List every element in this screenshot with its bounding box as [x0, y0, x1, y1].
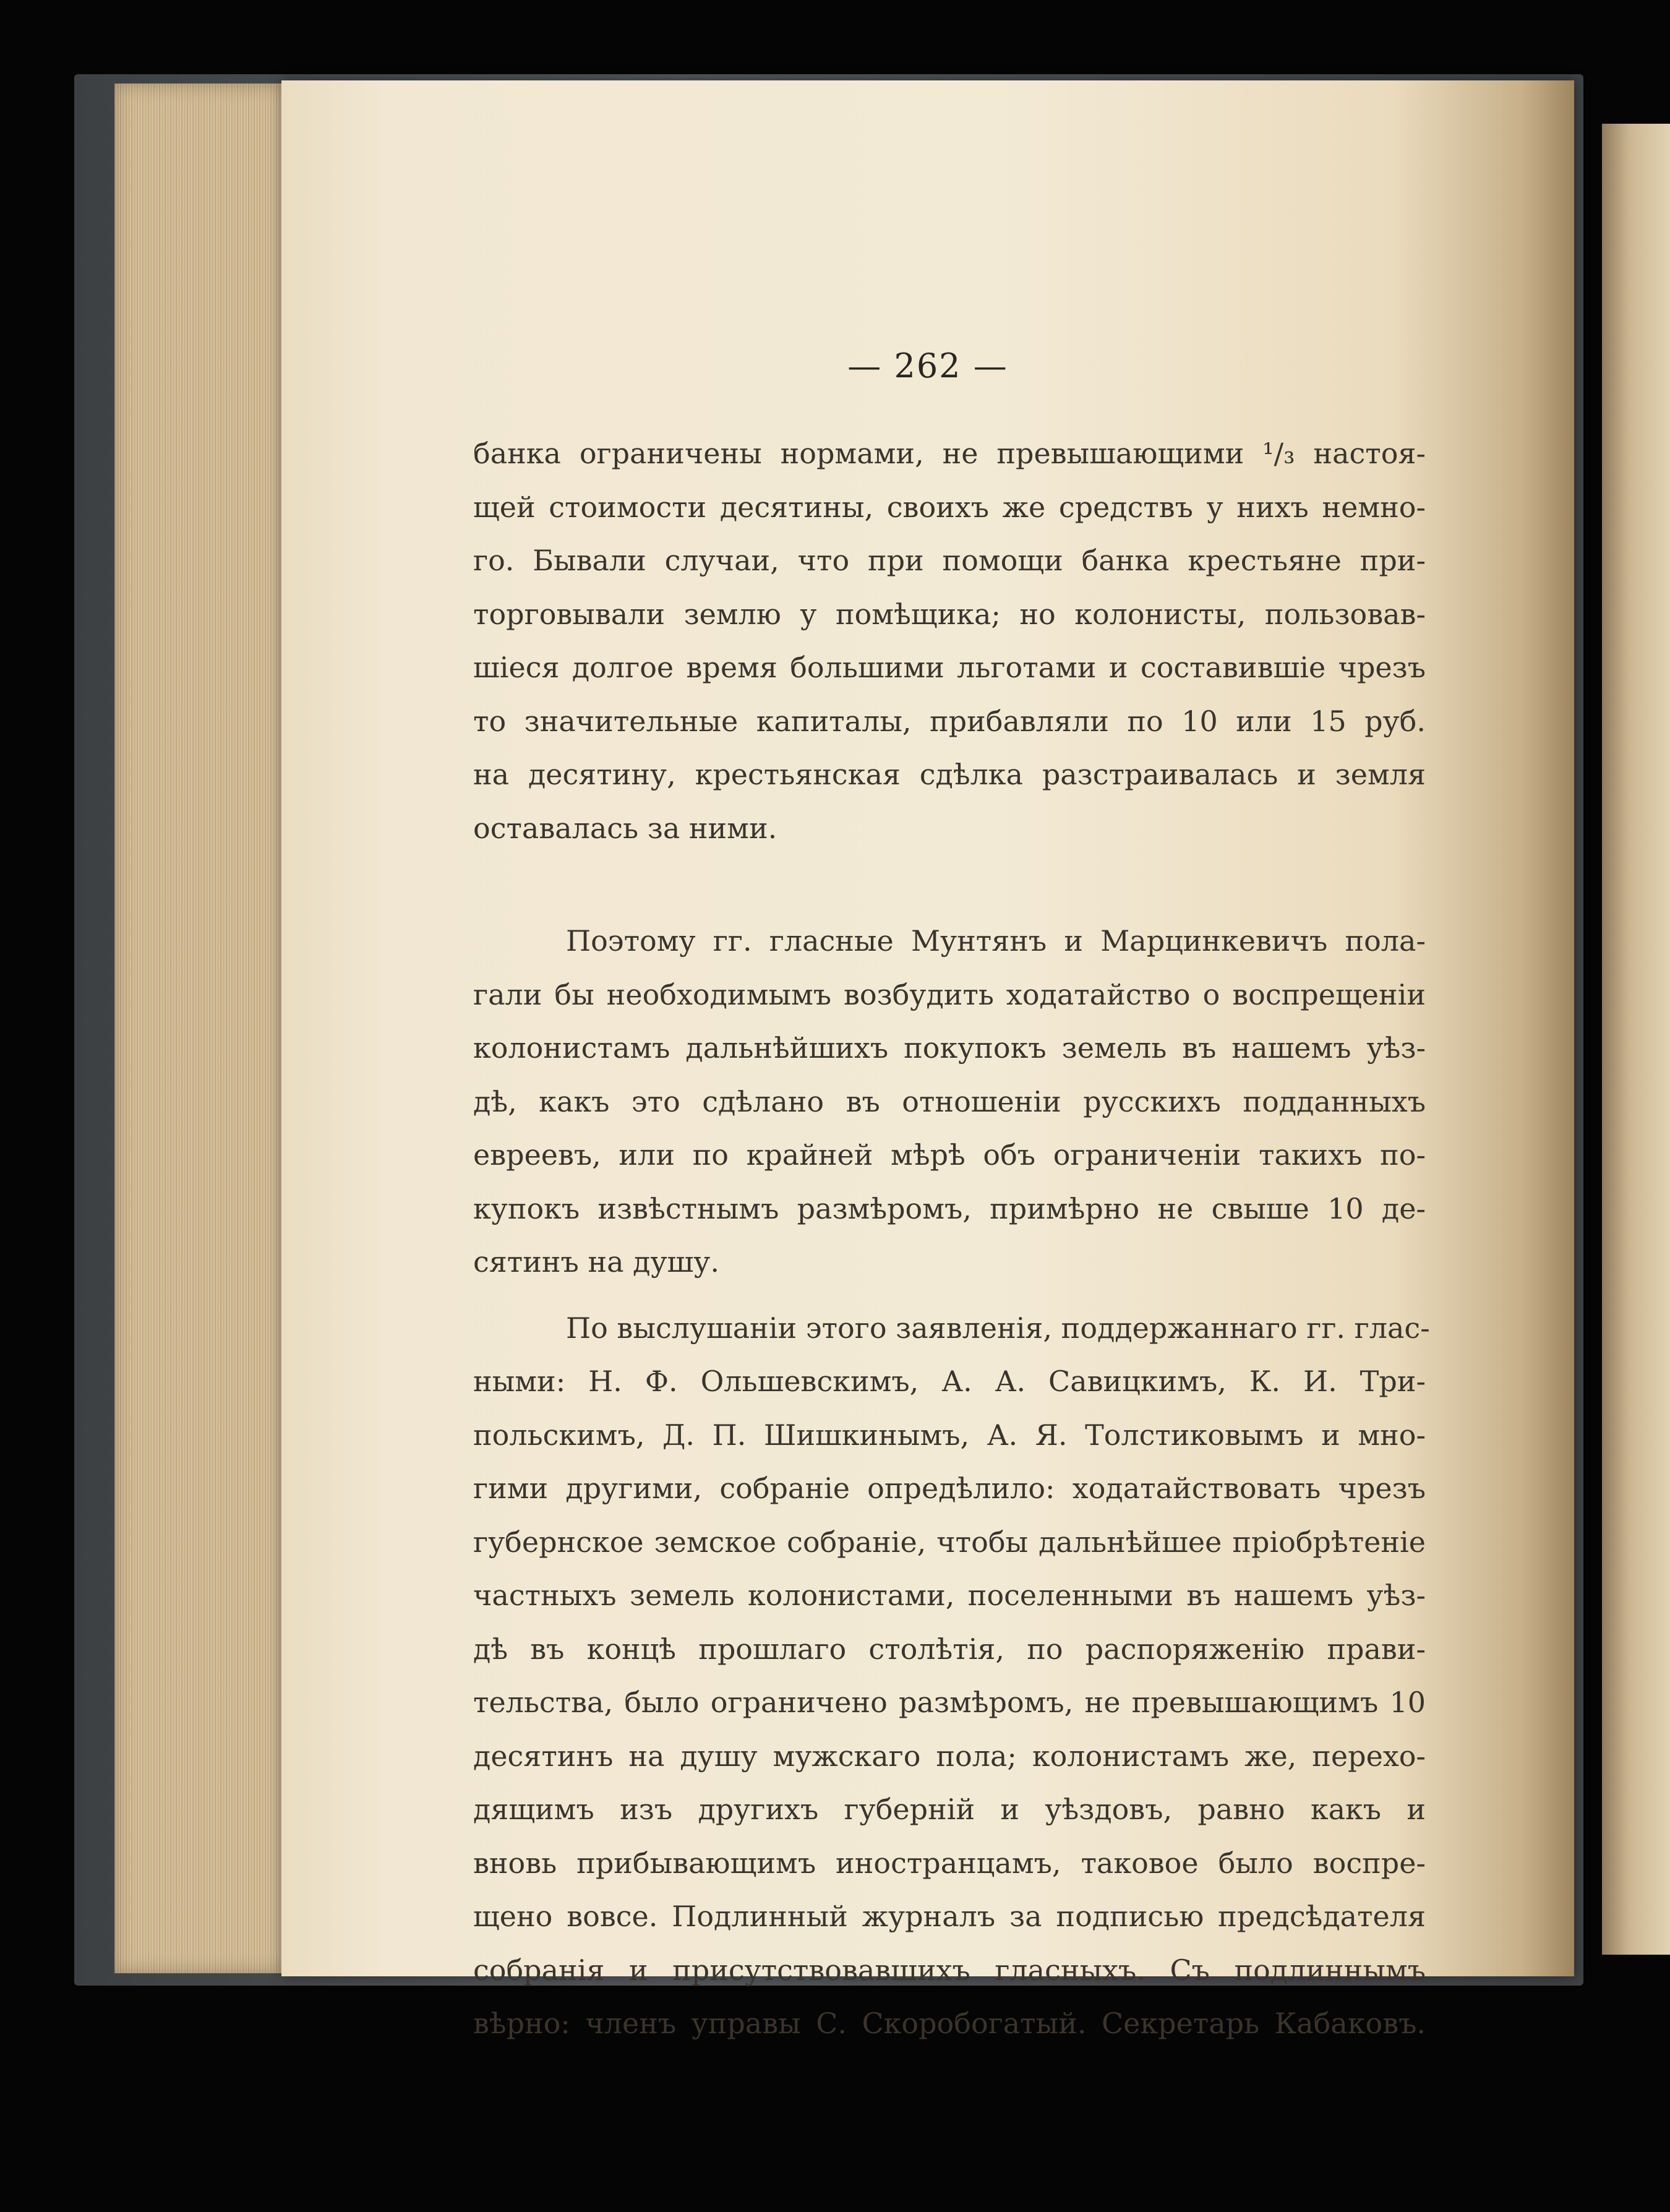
text-line: евреевъ, или по крайней мѣрѣ объ ограниченіи такихъ по-: [473, 1138, 1426, 1172]
text-line: частныхъ земель колонистами, поселенными въ нашемъ уѣз-: [473, 1579, 1426, 1612]
text-line: торговывали землю у помѣщика; но колонисты, пользовав-: [473, 597, 1426, 631]
text-line: оставалась за ними.: [473, 811, 777, 845]
text-line: тельства, было ограничено размѣромъ, не превышающимъ 10: [473, 1686, 1426, 1719]
text-line: на десятину, крестьянская сдѣлка разстраивалась и земля: [473, 758, 1426, 791]
text-line: дѣ въ концѣ прошлаго столѣтія, по распоряженію прави-: [473, 1632, 1426, 1666]
text-line: то значительные капиталы, прибавляли по 10 или 15 руб.: [473, 704, 1426, 738]
text-line: гали бы необходимымъ возбудить ходатайство о воспрещеніи: [473, 977, 1426, 1011]
text-line: Поэтому гг. гласные Мунтянъ и Марцинкевичъ пола-: [566, 924, 1426, 958]
page-text: [473, 427, 1430, 2051]
paragraph-3: [473, 1301, 1430, 2051]
paragraph-2: [473, 914, 1426, 1289]
text-line: губернское земское собраніе, чтобы дальнѣйшее пріобрѣтеніе: [473, 1525, 1426, 1559]
text-line: вновь прибывающимъ иностранцамъ, таковое было воспре-: [473, 1846, 1426, 1880]
text-line: купокъ извѣстнымъ размѣромъ, примѣрно не свыше 10 де-: [473, 1191, 1426, 1225]
text-line: вѣрно: членъ управы С. Скоробогатый. Секретарь Кабаковъ.: [473, 2007, 1426, 2040]
page-number: — 262 —: [847, 346, 1008, 385]
text-line: десятинъ на душу мужскаго пола; колонистамъ же, перехо-: [473, 1739, 1426, 1773]
text-line: банка ограничены нормами, не превышающими ¹/₃ настоя-: [473, 437, 1426, 470]
text-line: го. Бывали случаи, что при помощи банка крестьяне при-: [473, 544, 1426, 577]
text-line: щено вовсе. Подлинный журналъ за подписью предсѣдателя: [473, 1900, 1426, 1933]
text-line: сятинъ на душу.: [473, 1245, 719, 1279]
facing-page-edge: [1602, 124, 1670, 1955]
book-page: [281, 80, 1574, 2040]
paragraph-1: [473, 427, 1426, 855]
text-line: По выслушаніи этого заявленія, поддержаннаго гг. глас-: [566, 1311, 1430, 1345]
text-line: колонистамъ дальнѣйшихъ покупокъ земель въ нашемъ уѣз-: [473, 1031, 1426, 1065]
text-line: щей стоимости десятины, своихъ же средствъ у нихъ немно-: [473, 490, 1426, 524]
text-line: ными: Н. Ф. Ольшевскимъ, А. А. Савицкимъ, К. И. Три-: [473, 1365, 1426, 1398]
paragraph-gap: [473, 855, 1426, 914]
text-line: польскимъ, Д. П. Шишкинымъ, А. Я. Толстиковымъ и мно-: [473, 1418, 1426, 1452]
text-line: дѣ, какъ это сдѣлано въ отношеніи русскихъ подданныхъ: [473, 1084, 1426, 1118]
text-line: гими другими, собраніе опредѣлило: ходатайствовать чрезъ: [473, 1472, 1426, 1505]
text-line: собранія и присутствовавшихъ гласныхъ. Съ подлиннымъ: [473, 1953, 1426, 1987]
text-line: шіеся долгое время большими льготами и составившіе чрезъ: [473, 651, 1426, 684]
text-line: дящимъ изъ другихъ губерній и уѣздовъ, равно какъ и: [473, 1793, 1426, 1826]
